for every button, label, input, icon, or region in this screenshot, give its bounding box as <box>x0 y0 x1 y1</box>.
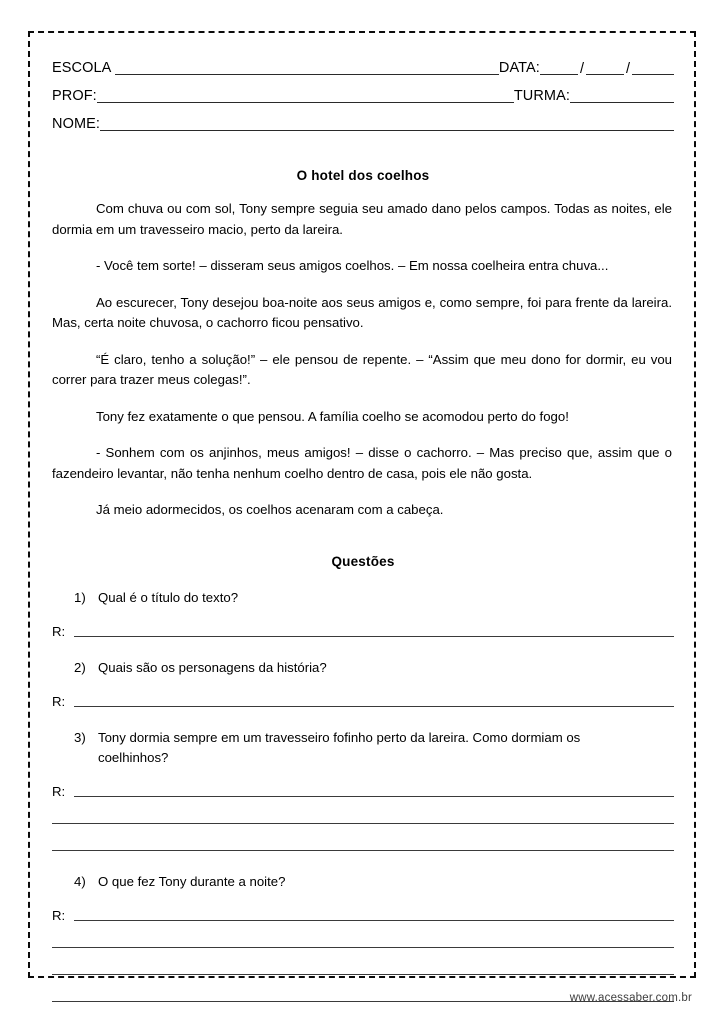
answer-line[interactable] <box>52 811 674 824</box>
question-item <box>52 728 674 768</box>
class-label: TURMA: <box>513 88 570 104</box>
answer-label: R: <box>52 907 66 923</box>
story-section <box>52 168 674 521</box>
answer-line[interactable] <box>74 624 674 637</box>
question-item <box>52 588 674 608</box>
school-date-row <box>52 49 674 77</box>
question-number: 2) <box>74 659 86 675</box>
answer-line[interactable] <box>74 694 674 707</box>
story-paragraph: Tony fez exatamente o que pensou. A família coelho se acomodou perto do fogo! <box>96 408 569 424</box>
answer-row <box>52 612 674 639</box>
story-paragraph: Ao escurecer, Tony desejou boa-noite aos seus amigos e, como sempre, foi para frente da lareira. Mas, certa noite chuvosa, o cachorro ficou pensativo. <box>52 294 672 330</box>
answer-block <box>52 896 674 1004</box>
answer-row <box>52 772 674 799</box>
class-input-line[interactable] <box>570 89 674 103</box>
date-label: DATA: <box>498 60 540 76</box>
date-separator-1: / <box>579 61 584 77</box>
school-label: ESCOLA <box>52 60 112 76</box>
school-input-line[interactable] <box>115 61 498 75</box>
question-text: Tony dormia sempre em um travesseiro fofinho perto da lareira. Como dormiam os coelhinhos? <box>98 729 581 765</box>
answer-row <box>52 950 674 977</box>
question-number: 3) <box>74 729 86 745</box>
question-item <box>52 658 674 678</box>
answer-label: R: <box>52 623 66 639</box>
worksheet-content <box>40 41 686 968</box>
story-title: O hotel dos coelhos <box>296 168 430 183</box>
question-number: 1) <box>74 589 86 605</box>
student-identification-block <box>52 49 674 133</box>
footer-website[interactable]: www.acessaber.com.br <box>569 992 692 1004</box>
name-row <box>52 105 674 133</box>
name-input-line[interactable] <box>100 117 674 131</box>
answer-block <box>52 772 674 853</box>
date-separator-2: / <box>625 61 630 77</box>
date-day-input-line[interactable] <box>540 61 578 75</box>
answer-row <box>52 923 674 950</box>
answer-line[interactable] <box>52 838 674 851</box>
question-number: 4) <box>74 873 86 889</box>
answer-label: R: <box>52 693 66 709</box>
answer-row <box>52 896 674 923</box>
story-paragraph: - Você tem sorte! – disseram seus amigos coelhos. – Em nossa coelheira entra chuva... <box>96 258 609 273</box>
answer-row <box>52 826 674 853</box>
answer-line[interactable] <box>52 962 674 975</box>
questions-section <box>52 554 674 1004</box>
answer-line[interactable] <box>52 935 674 948</box>
answer-row <box>52 799 674 826</box>
answer-block <box>52 682 674 709</box>
story-paragraph: Com chuva ou com sol, Tony sempre seguia seu amado dano pelos campos. Todas as noites, ele dormia em um travesseiro macio, perto da lareira. <box>52 201 672 237</box>
teacher-input-line[interactable] <box>97 89 514 103</box>
teacher-label: PROF: <box>52 88 97 104</box>
name-label: NOME: <box>52 116 101 132</box>
question-text: O que fez Tony durante a noite? <box>98 873 286 889</box>
question-text: Qual é o título do texto? <box>98 589 239 605</box>
question-text: Quais são os personagens da história? <box>98 659 327 675</box>
answer-line[interactable] <box>74 784 674 797</box>
teacher-class-row <box>52 77 674 105</box>
question-item <box>52 872 674 892</box>
answer-line[interactable] <box>74 908 674 921</box>
story-paragraph: “É claro, tenho a solução!” – ele pensou de repente. – “Assim que meu dono for dormir, eu vou correr para trazer meus colegas!”. <box>52 351 672 387</box>
answer-label: R: <box>52 783 66 799</box>
date-year-input-line[interactable] <box>632 61 674 75</box>
story-paragraph: Já meio adormecidos, os coelhos acenaram com a cabeça. <box>96 502 444 517</box>
story-paragraph: - Sonhem com os anjinhos, meus amigos! – disse o cachorro. – Mas preciso que, assim que o fazendeiro levantar, não tenha nenhum coelho dentro de casa, pois ele não gosta. <box>52 445 672 481</box>
date-month-input-line[interactable] <box>586 61 624 75</box>
answer-row <box>52 682 674 709</box>
answer-block <box>52 612 674 639</box>
questions-title: Questões <box>331 553 395 569</box>
